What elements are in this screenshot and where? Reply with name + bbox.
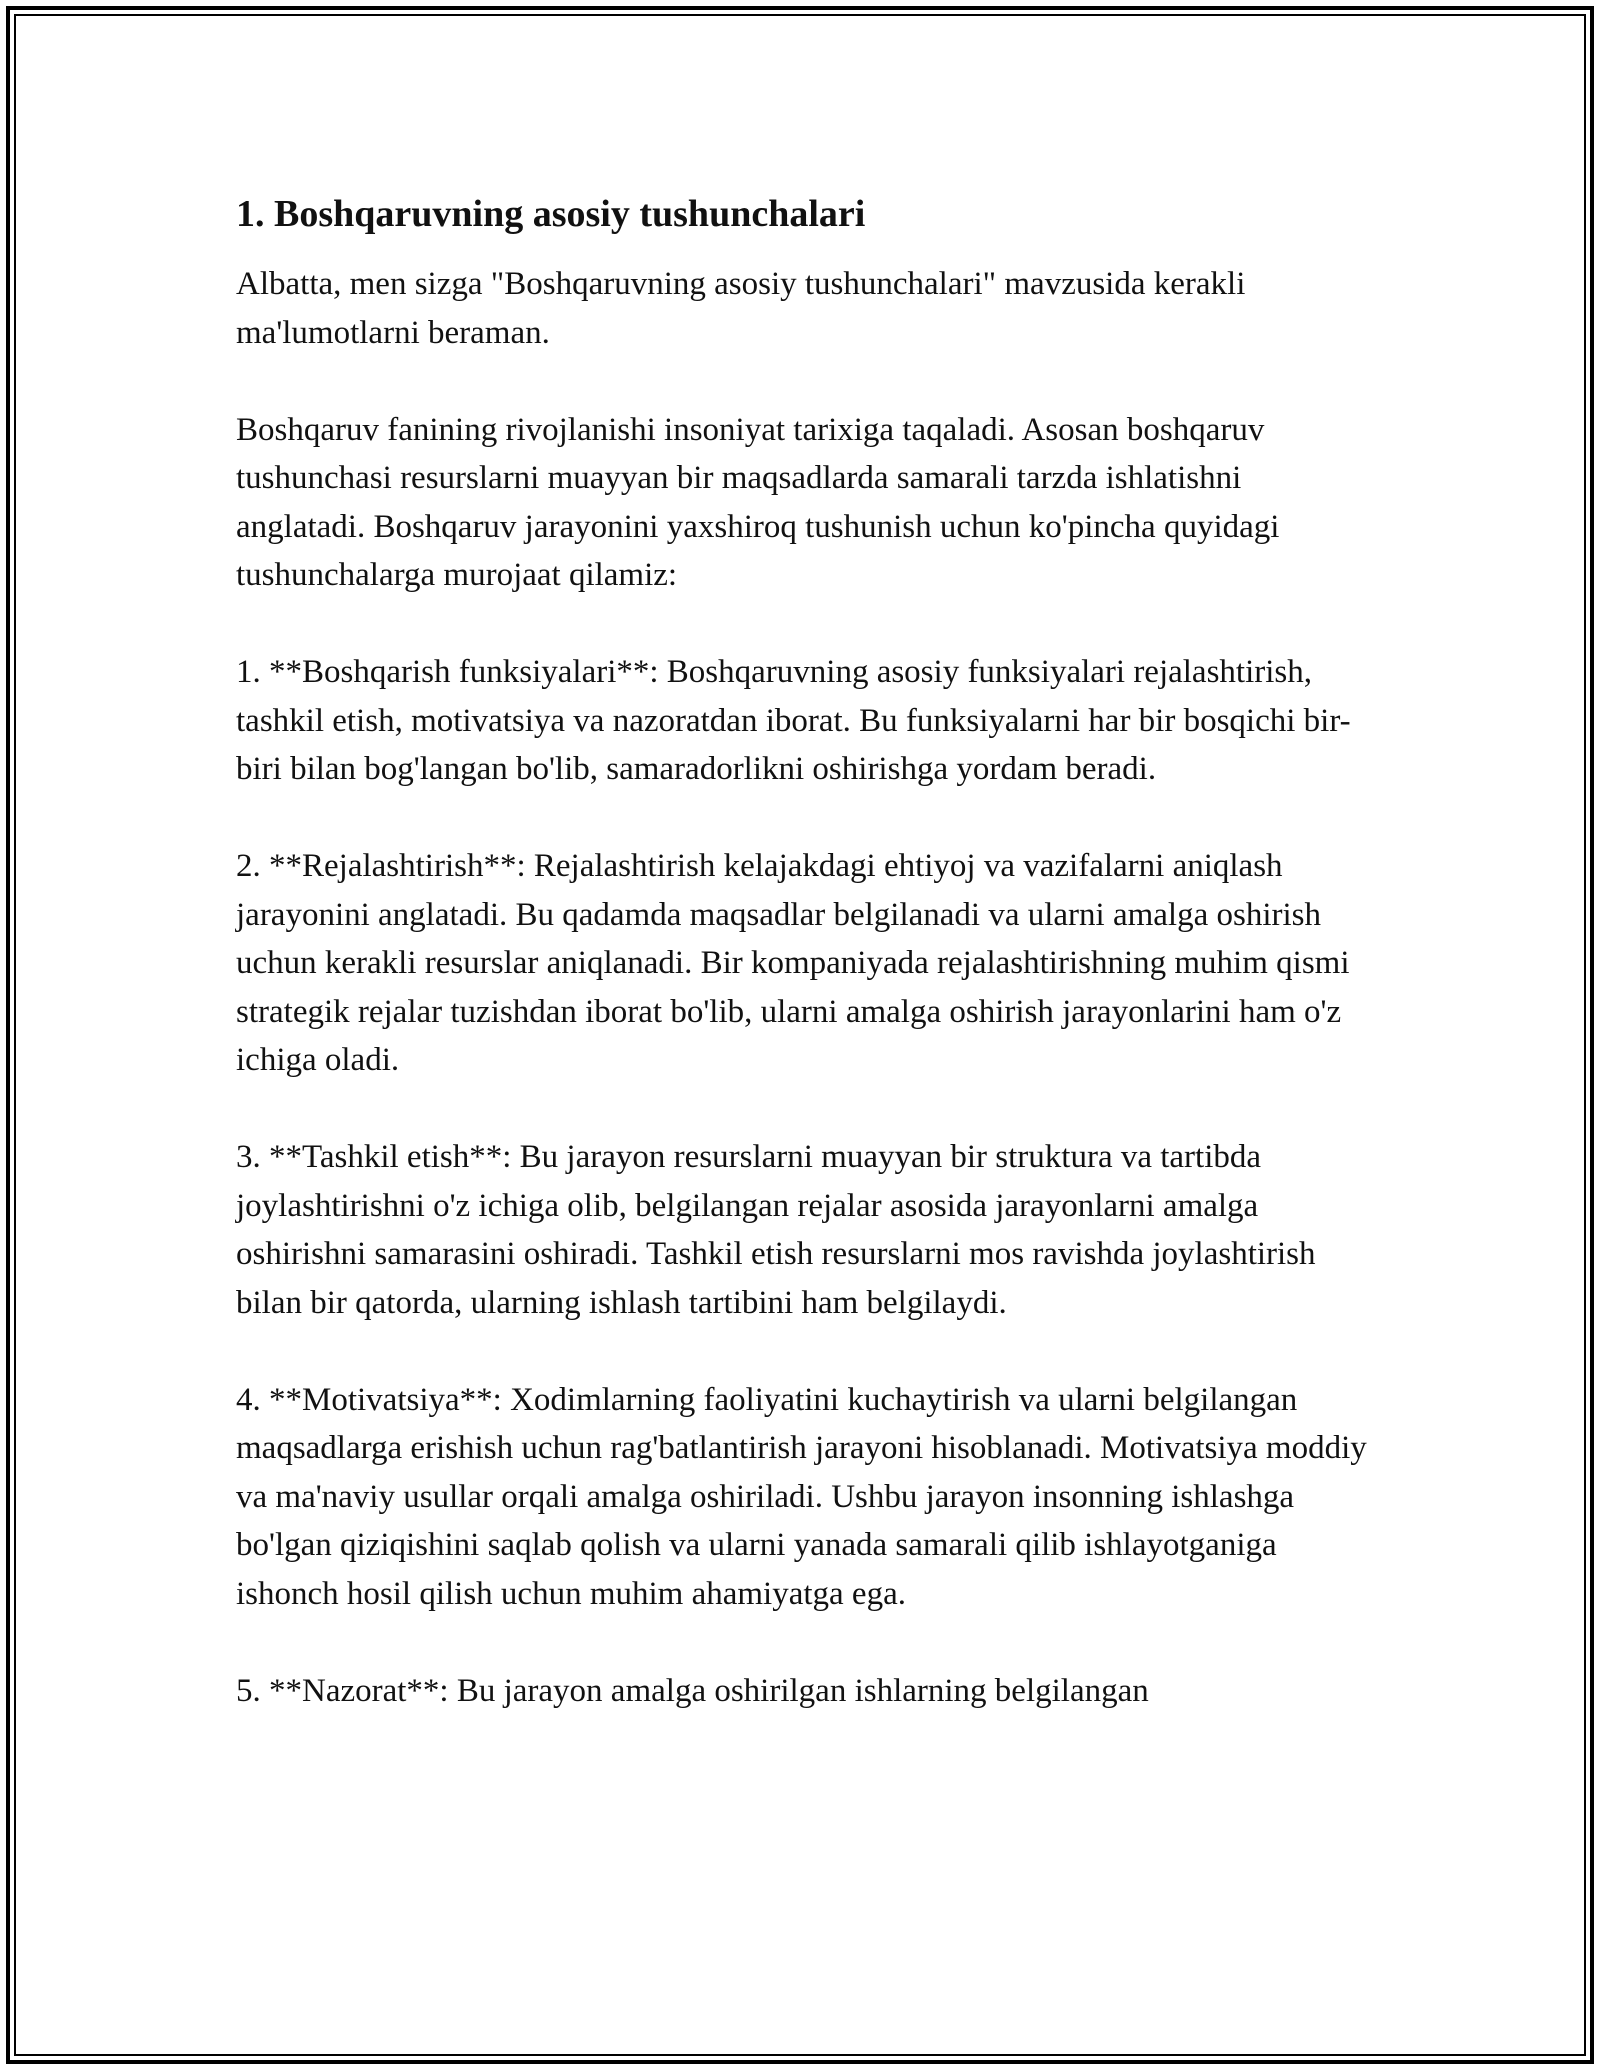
list-item-control: 5. **Nazorat**: Bu jarayon amalga oshirilgan ishlarning belgilangan	[236, 1672, 1149, 1709]
paragraph-intro: Albatta, men sizga "Boshqaruvning asosiy tushunchalari" mavzusida kerakli ma'lumotlarni beraman.	[236, 266, 1246, 351]
document-body	[236, 188, 1376, 1715]
list-item-planning: 2. **Rejalashtirish**: Rejalashtirish kelajakdagi ehtiyoj va vazifalarni aniqlash jarayonini anglatadi. Bu qadamda maqsadlar belgilanadi va ularni amalga oshirish uchun kerakli resurslar aniqlanadi. Bir kompaniyada rejalashtirishning muhim qismi strategik rejalar tuzishdan iborat bo'lib, ularni amalga oshirish jarayonlarini ham o'z ichiga oladi.	[236, 848, 1350, 1078]
list-item-functions: 1. **Boshqarish funksiyalari**: Boshqaruvning asosiy funksiyalari rejalashtirish, tashkil etish, motivatsiya va nazoratdan iborat. Bu funksiyalarni har bir bosqichi bir-biri bilan bog'langan bo'lib, samaradorlikni oshirishga yordam beradi.	[236, 654, 1351, 787]
list-item-motivation: 4. **Motivatsiya**: Xodimlarning faoliyatini kuchaytirish va ularni belgilangan maqsadlarga erishish uchun rag'batlantirish jarayoni hisoblanadi. Motivatsiya moddiy va ma'naviy usullar orqali amalga oshiriladi. Ushbu jarayon insonning ishlashga bo'lgan qiziqishini saqlab qolish va ularni yanada samarali qilib ishlayotganiga ishonch hosil qilish uchun muhim ahamiyatga ega.	[236, 1381, 1367, 1612]
list-item-organizing: 3. **Tashkil etish**: Bu jarayon resurslarni muayyan bir struktura va tartibda joylashtirishni o'z ichiga olib, belgilangan rejalar asosida jarayonlarni amalga oshirishni samarasini oshiradi. Tashkil etish resurslarni mos ravishda joylashtirish bilan bir qatorda, ularning ishlash tartibini ham belgilaydi.	[236, 1139, 1316, 1321]
document-title: 1. Boshqaruvning asosiy tushunchalari	[236, 193, 866, 235]
paragraph-overview: Boshqaruv fanining rivojlanishi insoniyat tarixiga taqaladi. Asosan boshqaruv tushunchasi resurslarni muayyan bir maqsadlarda samarali tarzda ishlatishni anglatadi. Boshqaruv jarayonini yaxshiroq tushunish uchun ko'pincha quyidagi tushunchalarga murojaat qilamiz:	[236, 411, 1280, 593]
